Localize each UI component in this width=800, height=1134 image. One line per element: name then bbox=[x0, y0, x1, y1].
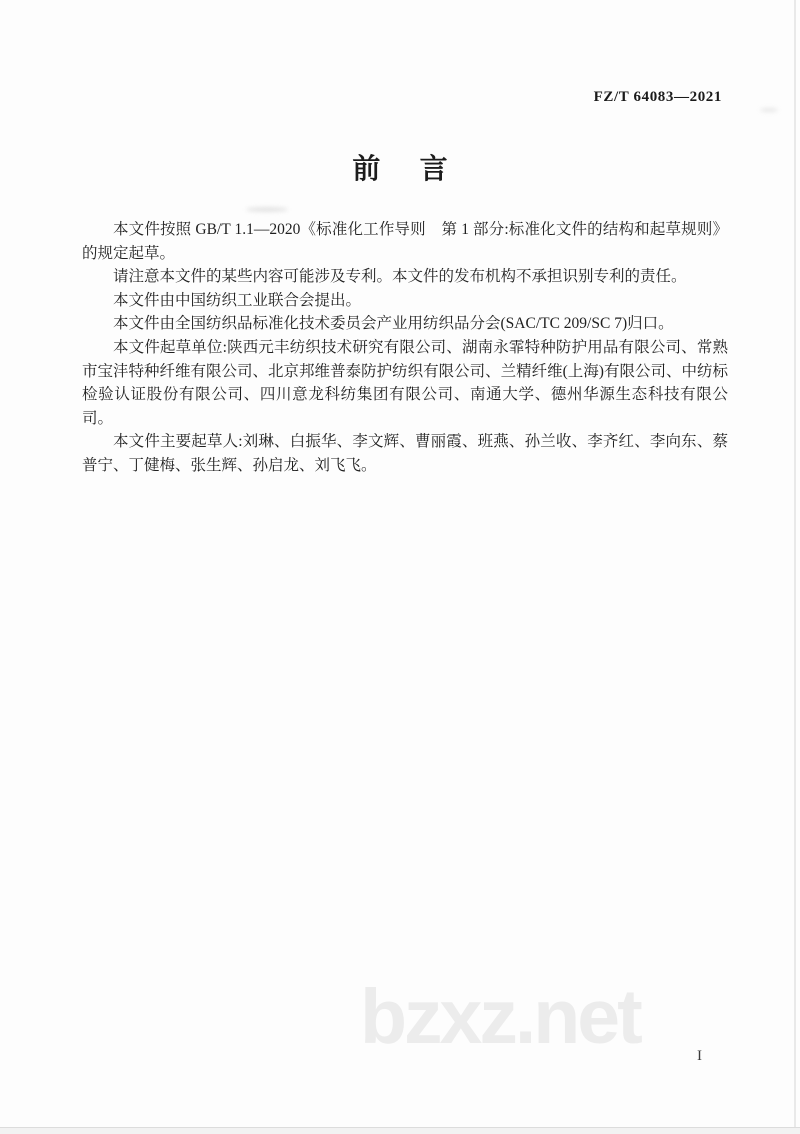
watermark: bzxz.net bbox=[360, 974, 640, 1060]
foreword-title: 前 言 bbox=[352, 154, 448, 185]
scan-artifact bbox=[760, 108, 778, 112]
page-number: I bbox=[697, 1048, 702, 1064]
scan-artifact bbox=[246, 207, 288, 212]
paragraph-drafting-rules: 本文件按照 GB/T 1.1—2020《标准化工作导则 第 1 部分:标准化文件的结构和起草规则》的规定起草。 bbox=[82, 221, 728, 262]
standard-number: FZ/T 64083—2021 bbox=[593, 89, 722, 105]
page-edge-right bbox=[794, 0, 796, 1134]
paragraph-proposed-by: 本文件由中国纺织工业联合会提出。 bbox=[113, 291, 362, 309]
paragraph-centralized-by: 本文件由全国纺织品标准化技术委员会产业用纺织品分会(SAC/TC 209/SC 7)归口。 bbox=[113, 315, 674, 333]
foreword-body bbox=[82, 218, 728, 478]
paragraph-patent-notice: 请注意本文件的某些内容可能涉及专利。本文件的发布机构不承担识别专利的责任。 bbox=[113, 268, 687, 286]
paragraph-main-drafters: 本文件主要起草人:刘琳、白振华、李文辉、曹丽霞、班燕、孙兰收、李齐红、李向东、蔡普宁、丁健梅、张生辉、孙启龙、刘飞飞。 bbox=[82, 433, 728, 474]
page-edge-bottom bbox=[0, 1127, 800, 1134]
paragraph-drafting-organizations: 本文件起草单位:陕西元丰纺织技术研究有限公司、湖南永霏特种防护用品有限公司、常熟市宝沣特种纤维有限公司、北京邦维普泰防护纺织有限公司、兰精纤维(上海)有限公司、中纺标检验认证股份有限公司、四川意龙科纺集团有限公司、南通大学、德州华源生态科技有限公司。 bbox=[82, 338, 728, 427]
